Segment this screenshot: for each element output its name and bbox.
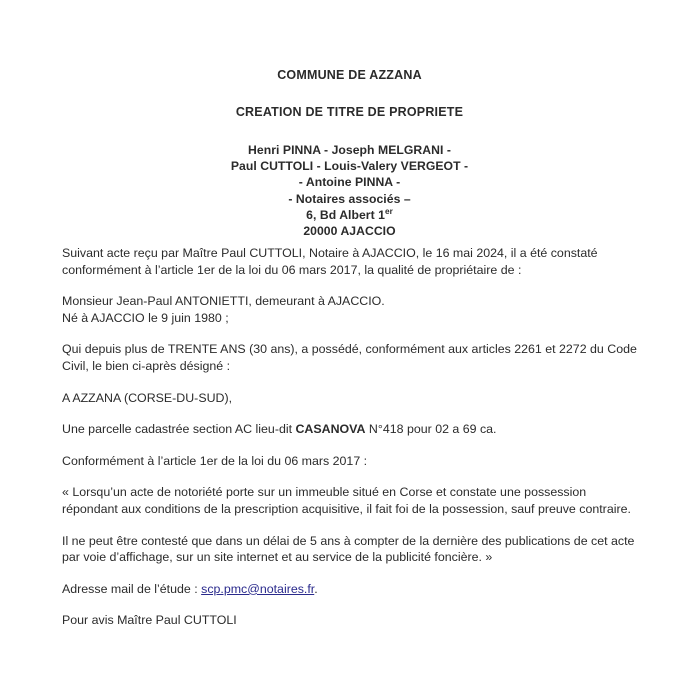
paragraph-signature: Pour avis Maître Paul CUTTOLI	[62, 613, 237, 628]
email-link[interactable]: scp.pmc@notaires.fr	[201, 581, 315, 596]
notary-header-block	[0, 120, 699, 239]
paragraph-quote-part-2: Il ne peut être contesté que dans un délai de 5 ans à compter de la dernière des publications de cet acte par voie d’affichage, sur un site internet et au service de la publicité foncière. »	[62, 533, 635, 565]
notary-names-line-1: Henri PINNA - Joseph MELGRANI -	[248, 143, 451, 157]
paragraph-location: A AZZANA (CORSE-DU-SUD),	[62, 390, 233, 405]
notary-address-street-text: 6, Bd Albert 1	[306, 207, 385, 222]
parcel-lieu-dit-name: CASANOVA	[295, 422, 366, 437]
email-trailing-period: .	[314, 581, 318, 596]
owner-birth-line: Né à AJACCIO le 9 juin 1980 ;	[62, 310, 229, 325]
document-body	[62, 245, 638, 629]
paragraph-possession-duration: Qui depuis plus de TRENTE ANS (30 ans), a possédé, conformément aux articles 2261 et 2272 du Code Civil, le bien ci-après désigné :	[62, 342, 637, 373]
parcel-suffix-text: N°418 pour 02 a 69 ca.	[365, 422, 497, 437]
owner-name-line: Monsieur Jean-Paul ANTONIETTI, demeurant à AJACCIO.	[62, 294, 385, 309]
paragraph-law-reference: Conformément à l’article 1er de la loi du 06 mars 2017 :	[62, 453, 368, 468]
parcel-prefix-text: Une parcelle cadastrée section AC lieu-dit	[62, 422, 296, 437]
paragraph-email-address	[62, 581, 638, 598]
paragraph-quote-part-1: « Lorsqu’un acte de notoriété porte sur un immeuble situé en Corse et constate une possession répondant aux conditions de la prescription acquisitive, il fait foi de la possession, sauf preuve contraire.	[62, 485, 631, 516]
notary-address-city: 20000 AJACCIO	[303, 224, 396, 239]
notary-address-street	[0, 207, 699, 223]
notary-names-line-3: - Antoine PINNA -	[298, 175, 401, 190]
email-label: Adresse mail de l’étude :	[62, 581, 202, 596]
paragraph-acte-recu: Suivant acte reçu par Maître Paul CUTTOLI, Notaire à AJACCIO, le 16 mai 2024, il a été constaté conformément à l’article 1er de la loi du 06 mars 2017, la qualité de propriétaire de :	[62, 246, 598, 277]
page-title: CREATION DE TITRE DE PROPRIETE	[235, 105, 464, 119]
notary-role-line: - Notaires associés –	[288, 191, 411, 206]
paragraph-parcel-description	[62, 421, 638, 438]
notary-names-line-2: Paul CUTTOLI - Louis-Valery VERGEOT -	[230, 159, 469, 174]
document-header	[0, 68, 699, 239]
commune-heading: COMMUNE DE AZZANA	[277, 68, 422, 82]
ordinal-superscript: er	[384, 206, 393, 216]
paragraph-proprietaire-identity	[62, 293, 638, 326]
